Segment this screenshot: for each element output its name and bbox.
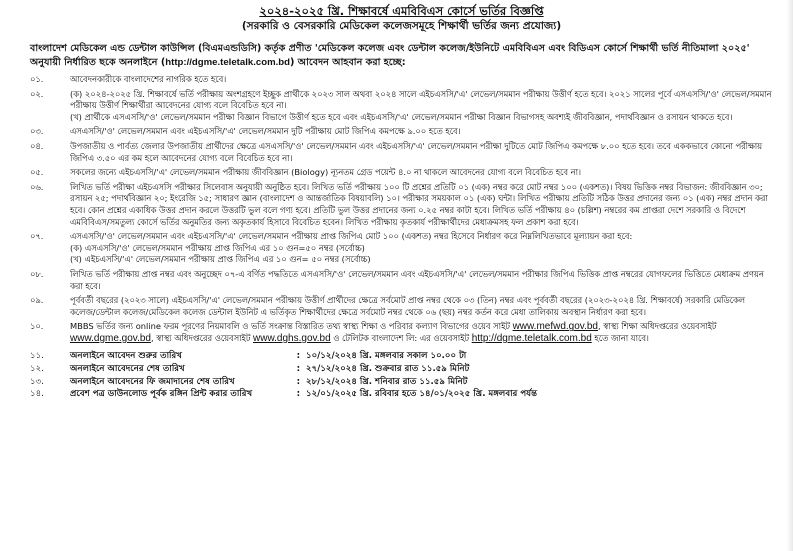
row-label: অনলাইনে আবেদনের ফি জমাদানের শেষ তারিখ [70, 376, 235, 387]
intro-text: বাংলাদেশ মেডিকেল এন্ড ডেন্টাল কাউন্সিল (বিএমএন্ডডিসি) কর্তৃক প্রণীত 'মেডিকেল কলেজ এবং ডেন্টাল কলেজ/ইউনিটে এমবিবিএস এবং বিডিএস কোর্সে শিক্ষার্থী ভর্তি নীতিমালা ২০২৫' অনুযায়ী নির্ধারিত ছকে অনলাইনে ( [30, 43, 750, 68]
page-edge-shadow [787, 0, 793, 551]
item-text: পূর্ববর্তী বছরের (২০২৩ সালে) এইচএসসি/'এ' লেভেল/সমমান পরীক্ষায় উত্তীর্ণ প্রার্থীদের ক্ষেত্রে সর্বমোট প্রাপ্ত নম্বর থেকে ০৩ (তিন) নম্বর এবং পূর্ববর্তী বছরের (২০২৩-২০২৪ খ্রি. শিক্ষাবর্ষে) সরকারি মেডিকেল কলেজ/ডেন্টাল কলেজ/মেডিকেল কলেজ ডেন্টাল ইউনিট এ ভর্তিকৃত শিক্ষার্থীদের ক্ষেত্রে সর্বমোট নম্বর থেকে ০৬ (ছয়) নম্বর কর্তন করে মেধা তালিকায় অবস্থান নির্ধারণ করা হবে। [70, 295, 745, 317]
schedule-row [30, 350, 773, 363]
row-number: ১১. [30, 351, 44, 362]
item-text-part: ও টেলিটক বাংলাদেশ লি: এর ওয়েবসাইট [330, 332, 472, 343]
item-number: ১০. [30, 321, 44, 332]
row-value: ২৮/১২/২০২৪ খ্রি. শনিবার রাত ১১.৫৯ মিনিট [306, 376, 468, 387]
notice-subtitle: (সরকারি ও বেসরকারি মেডিকেল কলেজসমূহে শিক্ষার্থী ভর্তির জন্য প্রযোজ্য) [241, 20, 562, 32]
notice-title: ২০২৪-২০২৫ খ্রি. শিক্ষাবর্ষে এমবিবিএস কোর্সে ভর্তির বিজ্ঞপ্তি [259, 4, 544, 18]
item-number: ০১. [30, 74, 44, 84]
intro-paragraph [30, 42, 773, 70]
item-number: ০৪. [30, 140, 44, 151]
row-label: অনলাইনে আবেদন শুরুর তারিখ [70, 351, 182, 362]
row-separator: : [296, 351, 300, 362]
item-number: ০৯. [30, 295, 44, 306]
row-separator: : [296, 364, 300, 375]
mefwd-link[interactable]: www.mefwd.gov.bd [512, 321, 598, 333]
intro-text-end: ) আবেদন আহবান করা হচ্ছে: [290, 57, 406, 68]
item-text-part: MBBS ভর্তির জন্য online ফরম পূরণের নিয়মাবলি ও ভর্তি সংক্রান্ত বিস্তারিত তথ্য স্বাস্থ্য শিক্ষা ও পরিবার কল্যাণ বিভাগের ওয়েব সাইট [70, 321, 513, 332]
list-item [30, 231, 773, 266]
list-item [30, 74, 773, 86]
schedule-table [30, 350, 773, 400]
item-text-part: হতে জানা যাবে। [591, 332, 649, 343]
teletalk-link[interactable]: http://dgme.teletalk.com.bd [471, 332, 592, 344]
item-text: এসএসসি/'ও' লেভেল/সমমান এবং এইচএসসি/'এ' লেভেল/সমমান পরীক্ষায় প্রাপ্ত জিপিএ মোট ১০০ (একশত) নম্বর হিসেবে নির্ধারণ করে নিম্নলিখিতভাবে মূল্যায়ন করা হবে: (ক) এসএসসি/'ও' লেভেল/সমমান পরীক্ষায় প্রাপ্ত জিপিএ এর ১০ গুন=৫০ নম্বর (সর্বোচ্চ) (খ) এইচএসসি/'এ' লেভেল/সমমান পরীক্ষায় প্রাপ্ত জিপিএ এর ১০ গুন= ৫০ নম্বর (সর্বোচ্চ) [70, 231, 633, 265]
criteria-list [30, 74, 773, 344]
item-number: ০৩. [30, 126, 44, 137]
item-text: উপজাতীয় ও পার্বত্য জেলার উপজাতীয় প্রার্থীদের ক্ষেত্রে এসএসসি/'ও' লেভেল/সমমান এবং এইচএসসি/'এ' লেভেল/সমমান পরীক্ষা দুটিতে মোট জিপিএ কমপক্ষে ৮.০০ হতে হবে। তবে এককভাবে কোনো পরীক্ষায় জিপিএ ৩.৫০ এর কম হলে আবেদনের যোগ্য বলে বিবেচিত হবে না। [70, 140, 763, 163]
item-number: ০৮. [30, 268, 44, 279]
list-item [30, 182, 773, 228]
list-item [30, 269, 773, 292]
item-text: (ক) ২০২৪-২০২৫ খ্রি. শিক্ষাবর্ষে ভর্তি পরীক্ষায় অংশগ্রহণে ইচ্ছুক প্রার্থীকে ২০২৩ সাল অথবা ২০২৪ সালে এইচএসসি/'এ' লেভেল/সমমান পরীক্ষায় উত্তীর্ণ হতে হবে। ২০২১ সালের পূর্বে এসএসসি/'ও' লেভেল/সমমান পরীক্ষায় উত্তীর্ণ শিক্ষার্থীরা আবেদনের যোগ্য বলে বিবেচিত হবে না। (খ) প্রার্থীকে এসএসসি/'ও' লেভেল/সমমান পরীক্ষা বিজ্ঞান বিভাগে উত্তীর্ণ হতে হবে এবং এইচএসসি/'এ' লেভেল/সমমান পরীক্ষা বিজ্ঞান বিভাগসহ অবশ্যই জীববিজ্ঞান, পদার্থবিজ্ঞান ও রসায়ন থাকতে হবে। [70, 88, 772, 122]
item-text: লিখিত ভর্তি পরীক্ষা এইচএসসি পরীক্ষার সিলেবাস অনুযায়ী অনুষ্ঠিত হবে। লিখিত ভর্তি পরীক্ষায় ১০০ টি প্রশ্নের প্রতিটি ০১ (এক) নম্বর করে মোট নম্বর ১০০ (একশত)। বিষয় ভিত্তিক নম্বর বিভাজন: জীববিজ্ঞান ৩০; রসায়ন ২৫; পদার্থবিজ্ঞান ২০; ইংরেজি ১৫; সাধারণ জ্ঞান (বাংলাদেশ ও আন্তর্জাতিক বিষয়াবলি) ১০। পরীক্ষার সময়কাল ০১ (এক) ঘন্টা। লিখিত পরীক্ষায় প্রতিটি সঠিক উত্তর প্রদানের জন্য ০১ (এক) নম্বর প্রদান করা হবে। কোন প্রশ্নের একাধিক উত্তর প্রদান করলে উত্তরটি ভুল বলে গণ্য হবে। প্রতিটি ভুল উত্তর প্রদানের জন্য ০.২৫ নম্বর কাটা হবে। লিখিত ভর্তি পরীক্ষায় ৪০ (চল্লিশ) নম্বরের কম প্রাপ্তরা দেশে সরকারি ও বিদেশে এমবিবিএস/সমতুল্য কোর্সে ভর্তির অনুমতির জন্য অকৃতকার্য হিসাবে বিবেচিত হবেন। লিখিত পরীক্ষায় কৃতকার্য পরীক্ষার্থীদের মেধাক্রমসহ ফল প্রকাশ করা হবে। [70, 181, 768, 227]
row-value: ১২/০১/২০২৫ খ্রি. রবিবার হতে ১৪/০১/২০২৫ খ্রি. মঙ্গলবার পর্যন্ত [306, 389, 538, 400]
item-text [70, 321, 773, 344]
list-item [30, 89, 773, 124]
row-separator: : [296, 389, 300, 400]
dgme-link[interactable]: www.dgme.gov.bd [70, 332, 151, 344]
list-item [30, 295, 773, 318]
list-item [30, 126, 773, 138]
row-number: ১৩. [30, 376, 44, 387]
row-number: ১২. [30, 364, 44, 375]
item-text: এসএসসি/'ও' লেভেল/সমমান এবং এইচএসসি/'এ' লেভেল/সমমান দুটি পরীক্ষায় মোট জিপিএ কমপক্ষে ৯.০০ হতে হবে। [70, 126, 461, 137]
schedule-row [30, 376, 773, 389]
schedule-row [30, 363, 773, 376]
list-item [30, 321, 773, 344]
item-text: লিখিত ভর্তি পরীক্ষায় প্রাপ্ত নম্বর এবং অনুচ্ছেদ ০৭-এ বর্ণিত পদ্ধতিতে এসএসসি/'ও' লেভেল/সমমান এবং এইচএসসি/'এ' লেভেল/সমমান পরীক্ষার জিপিএ ভিত্তিক প্রাপ্ত নম্বরের যোগফলের ভিত্তিতে মেধাক্রম প্রণয়ন করা হবে। [70, 268, 764, 291]
row-label: অনলাইনে আবেদনের শেষ তারিখ [70, 364, 185, 375]
item-number: ০৭. [30, 231, 44, 242]
row-separator: : [296, 376, 300, 387]
row-value: ১০/১২/২০২৪ খ্রি. মঙ্গলবার সকাল ১০.০০ টা [306, 351, 467, 362]
row-number: ১৪. [30, 389, 44, 400]
dghs-link[interactable]: www.dghs.gov.bd [253, 332, 331, 344]
item-number: ০৫. [30, 167, 44, 178]
row-label: প্রবেশ পত্র ডাউনলোড পূর্বক রঙ্গিন প্রিন্ট করার তারিখ [70, 389, 253, 400]
schedule-row [30, 388, 773, 401]
item-text: সকলের জন্যে এইচএসসি/'এ' লেভেল/সমমান পরীক্ষায় জীববিজ্ঞান (Biology) ন্যূনতম গ্রেড পয়েন্ট ৪.০ না থাকলে আবেদনের যোগ্য বলে বিবেচিত হবে না। [70, 167, 581, 178]
intro-url: http://dgme.teletalk.com.bd [165, 57, 290, 68]
item-number: ০৬. [30, 181, 44, 192]
list-item [30, 141, 773, 164]
item-text-part: , স্বাস্থ্য অধিদপ্তরের ওয়েবসাইট [150, 332, 254, 343]
item-text: আবেদনকারীকে বাংলাদেশের নাগরিক হতে হবে। [70, 74, 227, 84]
row-value: ২৭/১২/২০২৪ খ্রি. শুক্রবার রাত ১১.৫৯ মিনিট [306, 364, 470, 375]
item-number: ০২. [30, 88, 44, 99]
item-text-part: , স্বাস্থ্য শিক্ষা অধিদপ্তরের ওয়েবসাইট [597, 321, 717, 332]
list-item [30, 167, 773, 179]
